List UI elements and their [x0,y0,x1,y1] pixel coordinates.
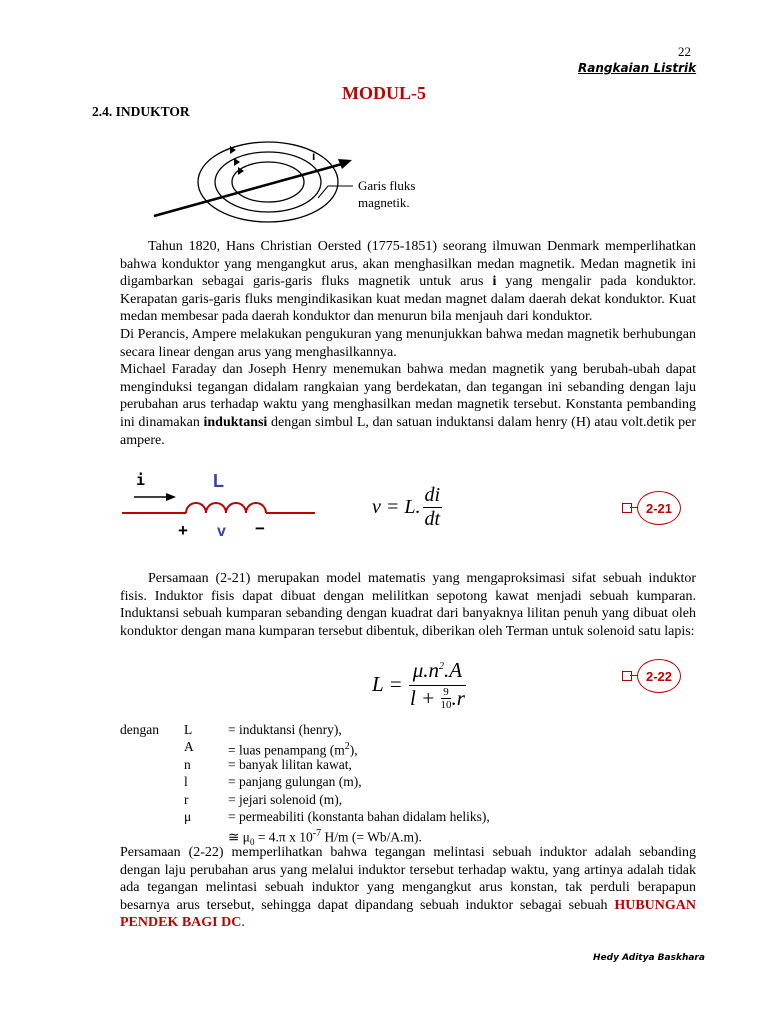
definition-row [120,721,490,738]
denominator-l: l + [409,686,441,710]
intro-paragraphs [120,238,696,449]
flux-arrow-icon [234,158,240,166]
paragraph-oersted [120,238,696,326]
section-title: 2.4. INDUKTOR [92,104,190,119]
text: . [241,915,245,931]
fraction-denominator: dt [424,508,441,530]
definition-row [120,756,490,773]
figure-caption [358,177,415,211]
paragraph-ampere: Di Perancis, Ampere melakukan pengukuran yang menunjukkan bahwa medan magnetik berhubungan secara linear dengan arus yang menghasilkannya. [120,326,696,360]
text: Michael Faraday dan Joseph Henry menemukan bahwa medan magnetik yang berubah-ubah dapat menginduksi tegangan didalam rangkaian yang berdekatan, dan tegangan ini sebanding dengan laju perubahan arus terhadap waktu yang menghasilkan medan magnetik tersebut. Konstanta pembanding ini dinamakan [120,362,696,430]
conductor-line [154,164,342,216]
current-label: i [312,149,316,163]
denominator-r: .r [451,686,465,710]
def-symbol: μ [184,808,192,824]
definition-row [120,773,490,790]
inductor-coil-icon [186,503,266,513]
definition-row [120,738,490,758]
text: Tahun 1820, Hans Christian Oersted (1775-1851) seorang ilmuwan Denmark memperlihatkan bahwa konduktor yang mengangkut arus, akan menghasilkan medan magnetik. Medan magnetik ini digambarkan sebagai garis-garis fluks magnetik untuk arus [120,239,696,290]
equation-ref-dot [622,503,632,513]
def-text: = induktansi (henry), [228,722,342,737]
definitions-intro: dengan [120,722,159,737]
numerator-mu: μ.n [412,658,440,682]
mu0-exponent: -7 [312,828,322,840]
highlight-text: HUBUNGAN PENDEK BAGI DC [120,897,696,931]
paragraph-dc-short [120,844,696,932]
def-symbol: A [184,739,194,755]
nested-numerator: 9 [443,686,449,698]
def-text: = panjang gulungan (m), [228,774,362,790]
flux-ring-middle [215,152,321,212]
def-symbol: l [184,774,188,790]
equation-fraction [423,484,443,531]
running-header-title: Rangkaian Listrik [578,61,697,75]
plus-label: + [178,521,188,540]
definition-row [120,808,490,825]
fraction-denominator [410,686,465,711]
fraction-numerator: di [424,484,441,506]
equation-2-22 [372,658,466,711]
bold-text: induktansi [203,414,268,430]
def-text [228,738,358,758]
bold-text: i [492,274,497,290]
equation-number-badge: 2-21 [637,491,681,525]
def-text [228,825,422,848]
nested-denominator: 10 [440,699,452,711]
equation-ref-dot [622,671,632,681]
inductor-circuit-diagram [118,470,318,542]
equation-lhs: L = [372,672,403,696]
def-symbol: r [184,791,189,807]
page-number: 22 [678,44,691,59]
voltage-label: v [217,523,226,540]
circuit-current-label: i [136,471,146,489]
circuit-inductor-label: L [213,471,224,491]
current-arrow-icon [338,159,352,169]
equation-2-21 [372,484,442,531]
nested-fraction [440,686,451,711]
def-text-main: = luas penampang (m [228,742,345,758]
equation-fraction [409,658,466,711]
minus-label: − [255,519,265,538]
equation-lhs: v = L. [372,496,421,518]
definition-row [120,791,490,808]
def-superscript: 2 [344,741,350,753]
variable-definitions [120,721,490,848]
module-title: MODUL-5 [342,83,426,103]
equation-number-badge: 2-22 [637,659,681,693]
text: Persamaan (2-22) memperlihatkan bahwa tegangan melintasi sebuah induktor adalah sebanding dengan laju perubahan arus yang melalui induktor tersebut terhadap waktu, yang artinya adalah tidak ada tegangan melintasi sebuah induktor yang mengangkut arus konstan, tak perduli berapapun besarnya arus tersebut, sehingga dapat dipandang sebuah induktor sebagai sebuah [120,845,696,913]
paragraph-text: Persamaan (2-21) merupakan model matematis yang mengaproksimasi sifat sebuah induktor fisis. Induktor fisis dapat dibuat dengan melilitkan sepotong kawat menjadi sebuah kumparan. Induktansi sebuah kumparan sebanding dengan kuadrat dari banyaknya lilitan penuh yang dibuat oleh konduktor dengan mana kumparan tersebut dibentuk, diberikan oleh Terman untuk solenoid satu lapis: [120,571,696,639]
mu0-unit: H/m (= Wb/A.m). [321,829,422,845]
caption-line: Garis fluks [358,178,416,193]
caption-line: magnetik. [358,195,410,210]
mu0-value: = 4.π x 10 [254,829,313,845]
def-symbol: L [184,722,193,737]
paragraph-faraday [120,361,696,449]
mu0-prefix: ≅ μ [228,829,250,845]
numerator-rest: .A [444,658,463,682]
mu0-subscript: 0 [249,837,255,848]
author-footer: Hedy Aditya Baskhara [593,953,705,963]
def-text: = banyak lilitan kawat, [228,756,352,772]
text: yang mengalir pada konduktor. Kerapatan garis-garis fluks mengindikasikan kuat medan magnet dalam daerah dekat konduktor. Kuat medan membesar pada daerah konduktor dan menurun bila menjauh dari konduktor. [120,274,696,325]
def-text: = permeabiliti (konstanta bahan didalam heliks), [228,808,490,824]
flux-ring-outer [198,142,338,222]
def-text: = jejari solenoid (m), [228,791,343,807]
def-symbol: n [184,756,191,772]
paragraph-text [120,844,696,932]
magnetic-flux-figure [150,140,360,230]
numerator-exponent: 2 [439,661,445,672]
def-text-end: ), [349,742,358,758]
fraction-numerator [409,658,466,686]
flux-ring-inner [232,162,304,202]
definition-row-mu0 [120,825,490,848]
text: dengan simbul L, dan satuan induktansi dalam henry (H) atau volt.detik per ampere. [120,414,696,448]
paragraph-terman [120,570,696,640]
current-arrow-icon [166,493,176,501]
